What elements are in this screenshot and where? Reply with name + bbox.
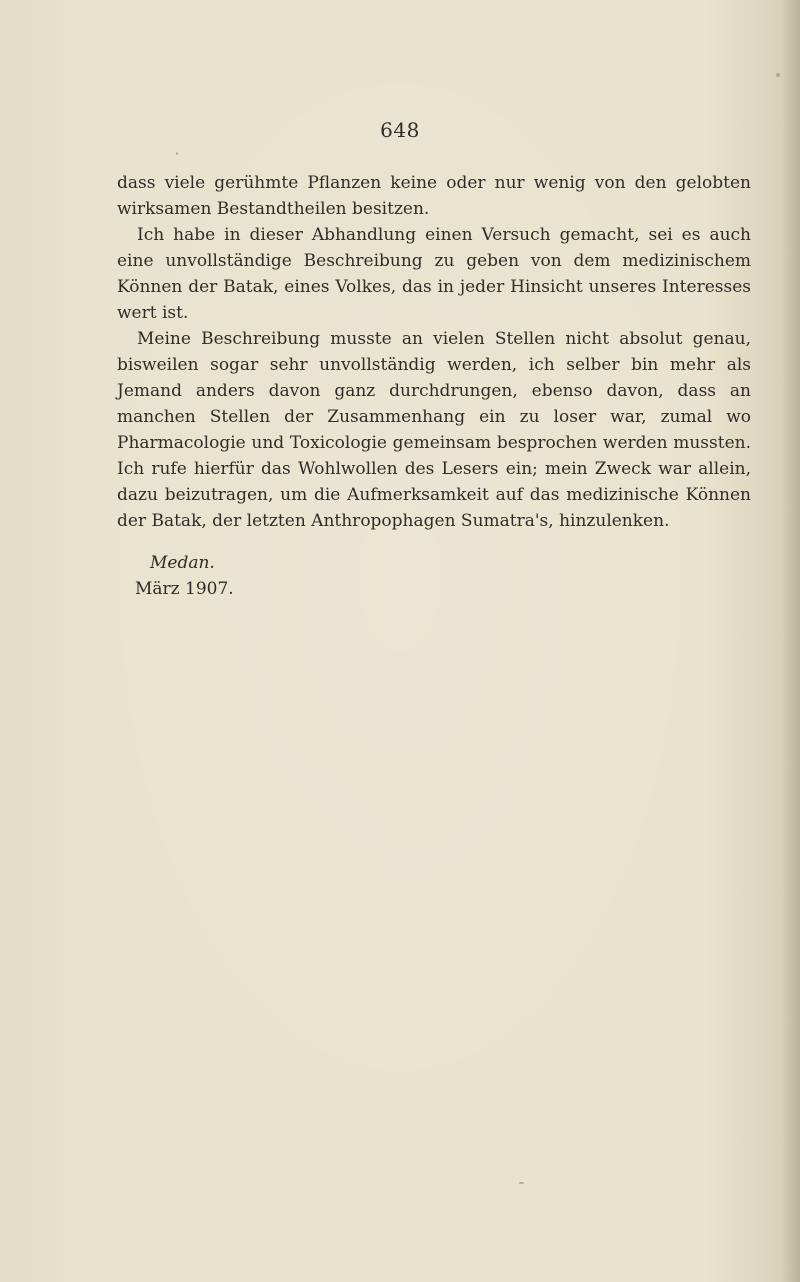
signature-block xyxy=(117,550,751,602)
page-number: 648 xyxy=(380,118,420,142)
paragraph-continuation: dass viele gerühmte Pflanzen keine oder nur wenig von den gelobten wirksamen Bestandtheilen besitzen. xyxy=(117,173,751,219)
paragraph-treatise-purpose: Ich habe in dieser Abhandlung einen Versuch gemacht, sei es auch eine unvollständige Beschreibung zu geben von dem medizinischem Können der Batak, eines Volkes, das in jeder Hinsicht unseres Interesses wert ist. xyxy=(117,225,751,323)
paper-speck xyxy=(176,152,178,155)
page-edge-shadow xyxy=(782,0,800,1282)
paragraph-apology: Meine Beschreibung musste an vielen Stellen nicht absolut genau, bisweilen sogar sehr unvollständig werden, ich selber bin mehr als Jemand anders davon ganz durchdrungen, ebenso davon, dass an manchen Stellen der Zusammenhang ein zu loser war, zumal wo Pharmacologie und Toxicologie gemeinsam besprochen werden mussten. Ich rufe hierfür das Wohlwollen des Lesers ein; mein Zweck war allein, dazu beizutragen, um die Aufmerksamkeit auf das medizinische Können der Batak, der letzten Anthropophagen Sumatra's, hinzulenken. xyxy=(117,329,751,531)
paper-speck xyxy=(519,1182,524,1184)
signature-date: März 1907. xyxy=(135,579,234,599)
signature-place: Medan. xyxy=(150,553,215,573)
body-text xyxy=(117,170,751,602)
paper-speck xyxy=(776,73,780,77)
